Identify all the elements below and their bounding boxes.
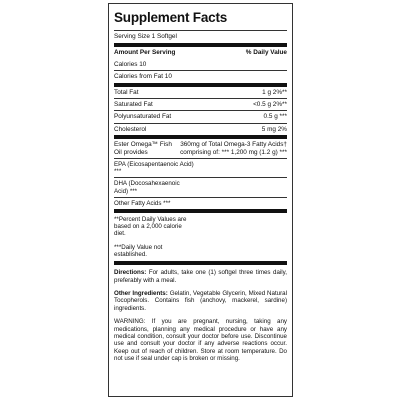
nutrient-row-cholesterol	[114, 124, 287, 135]
footnote-not-established: ***Daily Value not established.	[114, 243, 163, 258]
warning-paragraph: WARNING: If you are pregnant, nursing, taking any medications, planning any medical procedure or have any medical condition, consult your doctor before use. Discontinue use and consult your doctor if any adverse reactions occur. Keep out of reach of children. Store at room temperature. Do not use if seal under cap is broken or missing.	[114, 318, 287, 363]
dha-row: DHA (Docosahexaenoic Acid) ***	[114, 180, 180, 195]
ester-omega-value: 360mg of Total Omega-3 Fatty Acids† comprising of: *** 1,200 mg (1.2 g) ***	[180, 141, 287, 156]
calories-from-fat-row	[114, 71, 287, 82]
nutrient-name: Cholesterol	[114, 125, 147, 133]
directions-text: For adults, take one (1) softgel three times daily, preferably with a meal.	[114, 269, 287, 284]
other-ingredients-paragraph	[114, 286, 287, 314]
directions-label: Directions:	[114, 269, 147, 277]
ester-omega-name: Ester Omega™ Fish Oil provides	[114, 141, 172, 156]
nutrient-row-polyunsaturated-fat	[114, 111, 287, 122]
nutrient-row-saturated-fat	[114, 99, 287, 110]
serving-size: Serving Size 1 Softgel	[114, 33, 177, 40]
daily-value-heading: % Daily Value	[245, 49, 287, 57]
nutrient-name: Total Fat	[114, 88, 139, 96]
ester-omega-row	[114, 139, 287, 158]
calories-from-fat-text: Calories from Fat 10	[114, 73, 172, 81]
nutrient-value: 0.5 g ***	[263, 113, 287, 121]
footnote-daily-values: **Percent Daily Values are based on a 2,000 calorie diet.	[114, 216, 187, 238]
nutrient-name: Saturated Fat	[114, 101, 153, 109]
nutrient-row-total-fat	[114, 87, 287, 98]
label-title: Supplement Facts	[114, 10, 228, 25]
directions-paragraph	[114, 265, 287, 286]
amount-per-serving-heading: Amount Per Serving	[114, 49, 176, 57]
nutrient-value: <0.5 g 2%**	[253, 101, 287, 109]
supplement-facts-label	[108, 3, 293, 397]
nutrient-name: Polyunsaturated Fat	[114, 113, 172, 121]
calories-text: Calories 10	[114, 60, 147, 68]
other-fatty-acids-row: Other Fatty Acids ***	[114, 199, 171, 207]
calories-row	[114, 59, 287, 70]
other-ingredients-text: Gelatin, Vegetable Glycerin, Mixed Natural Tocopherols. Contains fish (anchovy, mackerel, sardine) ingredients.	[114, 289, 287, 312]
epa-row: EPA (Eicosapentaenoic Acid) ***	[114, 161, 194, 176]
other-ingredients-label: Other Ingredients:	[114, 289, 168, 297]
nutrient-value: 5 mg 2%	[261, 125, 287, 133]
amount-header-row	[114, 47, 287, 58]
nutrient-value: 1 g 2%**	[262, 88, 287, 96]
